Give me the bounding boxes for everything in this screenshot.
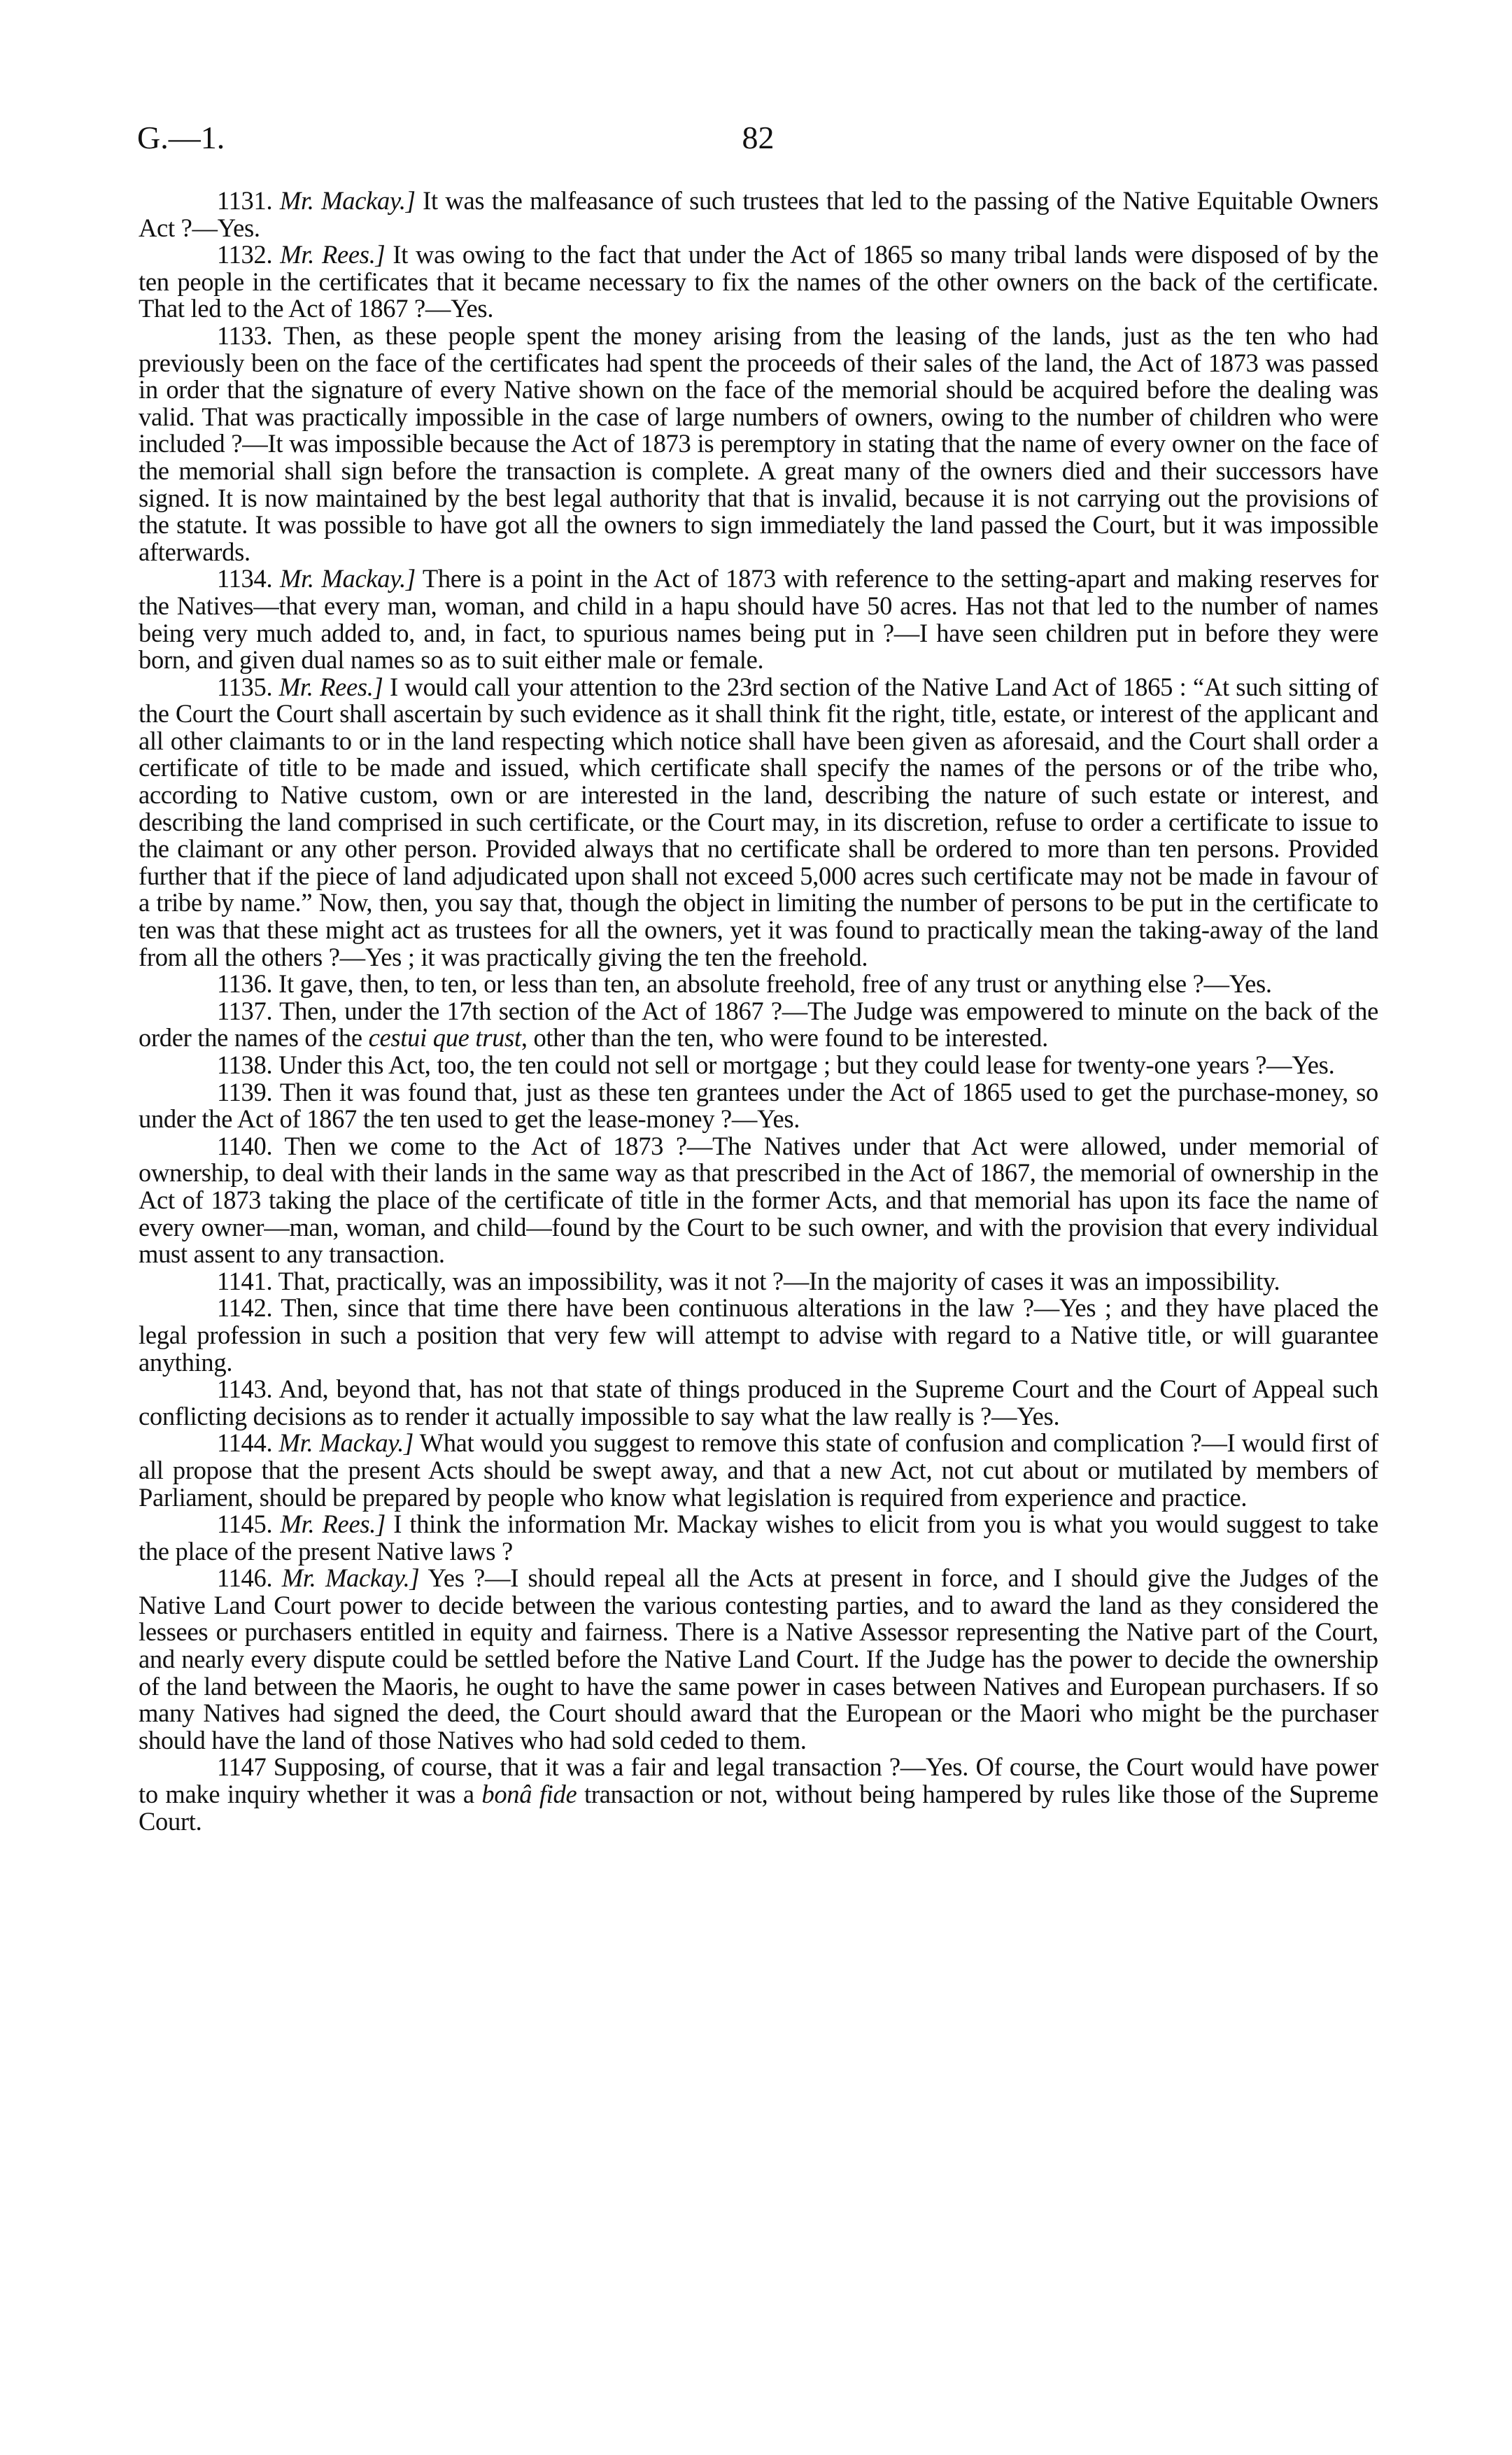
evidence-paragraph bbox=[139, 1133, 1378, 1268]
italic-phrase: bonâ fide bbox=[481, 1780, 577, 1809]
paragraph-text: Then we come to the Act of 1873 ?—The Natives under that Act were allowed, under memorial of ownership, to deal with their lands in the same way as that prescribed in the Act of 1867, the memorial of ownership in the Act of 1873 taking the place of the certificate of title in the former Acts, and that memorial has upon its face the name of every owner—man, woman, and child—found by the Court to be such owner, and with the provision that every individual must assent to any transaction. bbox=[139, 1131, 1378, 1269]
evidence-paragraph bbox=[139, 241, 1378, 323]
paragraph-text: I would call your attention to the 23rd section of the Native Land Act of 1865 : “At such sitting of the Court the Court shall ascertain by such evidence as it shall think fit the right, title, estate, or interest of the applicant and all other claimants to or in the land respecting which notice shall have been given as aforesaid, and the Court shall order a certificate of title to be made and issued, which certificate shall specify the names of the persons or of the tribe who, according to Native custom, own or are interested in the land, describing the nature of such estate or interest, and describing the land comprised in such certificate, or the Court may, in its discretion, refuse to order a certificate to issue to the claimant or any other person. Provided always that no certificate shall be ordered to more than ten persons. Provided further that if the piece of land adjudicated upon shall not exceed 5,000 acres such certificate may not be made in favour of a tribe by name.” Now, then, you say that, though the object in limiting the number of persons to be put in the certificate to ten was that these might act as trustees for all the owners, yet it was found to practically mean the taking-away of the land from all the others ?—Yes ; it was practically giving the ten the freehold. bbox=[139, 672, 1378, 971]
evidence-paragraph bbox=[139, 674, 1378, 971]
paragraph-text: And, beyond that, has not that state of things produced in the Supreme Court and the Court of Appeal such conflicting decisions as to render it actually impossible to say what the law really is ?—Yes. bbox=[139, 1374, 1378, 1430]
evidence-paragraph bbox=[139, 188, 1378, 241]
evidence-paragraph bbox=[139, 1079, 1378, 1133]
question-number: 1144. bbox=[217, 1428, 273, 1458]
paragraph-text: Under this Act, too, the ten could not sell or mortgage ; but they could lease for twenty-one years ?—Yes. bbox=[272, 1050, 1335, 1079]
evidence-paragraph bbox=[139, 1565, 1378, 1754]
question-number: 1138. bbox=[217, 1050, 273, 1079]
evidence-paragraph bbox=[139, 971, 1378, 998]
question-number: 1146. bbox=[217, 1563, 273, 1593]
question-number: 1131. bbox=[217, 186, 273, 215]
question-number: 1140. bbox=[217, 1131, 273, 1160]
speaker-name: Mr. Rees.] bbox=[278, 672, 383, 701]
question-number: 1145. bbox=[217, 1510, 273, 1539]
evidence-paragraph bbox=[139, 1754, 1378, 1835]
paragraph-text: Yes ?—I should repeal all the Acts at present in force, and I should give the Judges of the Native Land Court power to decide between the various contesting parties, and to award the land as they considered the lessees or purchasers entitled in equity and fairness. There is a Native Assessor representing the Native part of the Court, and nearly every dispute could be settled before the Native Land Court. If the Judge has the power to decide the ownership of the land between the Maoris, he ought to have the same power in cases between Natives and European purchasers. If so many Natives had signed the deed, the Court should award that the European or the Maori who might be the purchaser should have the land of those Natives who had sold ceded to them. bbox=[139, 1563, 1378, 1754]
evidence-paragraph bbox=[139, 1052, 1378, 1079]
speaker-name: Mr. Mackay.] bbox=[279, 564, 416, 593]
page-header bbox=[137, 119, 1379, 161]
question-number: 1142. bbox=[217, 1293, 273, 1323]
speaker-name: Mr. Mackay.] bbox=[278, 1428, 414, 1458]
paragraph-text: , other than the ten, who were found to be interested. bbox=[521, 1023, 1048, 1053]
paragraph-text: That, practically, was an impossibility, was it not ?—In the majority of cases it was an impossibility. bbox=[272, 1266, 1280, 1295]
italic-phrase: cestui que trust bbox=[368, 1023, 521, 1053]
paragraph-text: Then, under the 17th section of the Act of 1867 ?—The Judge was empowered to minute on the back of the order the names of the bbox=[139, 996, 1378, 1053]
evidence-paragraph bbox=[139, 323, 1378, 565]
paragraph-text: I think the information Mr. Mackay wishes to elicit from you is what you would suggest to take the place of the present Native laws ? bbox=[139, 1510, 1379, 1566]
document-body bbox=[139, 188, 1378, 1835]
evidence-paragraph bbox=[139, 1376, 1378, 1430]
evidence-paragraph bbox=[139, 1268, 1378, 1295]
paragraph-text: Then, since that time there have been continuous alterations in the law ?—Yes ; and they have placed the legal profession in such a position that very few will attempt to advise with regard to a Native title, or will guarantee anything. bbox=[139, 1293, 1378, 1377]
evidence-paragraph bbox=[139, 565, 1378, 673]
evidence-paragraph bbox=[139, 1430, 1378, 1511]
question-number: 1135. bbox=[217, 672, 273, 701]
question-number: 1133. bbox=[217, 321, 273, 350]
evidence-paragraph bbox=[139, 1295, 1378, 1376]
paragraph-text: What would you suggest to remove this state of confusion and complication ?—I would first of all propose that the present Acts should be swept away, and that a new Act, not cut about or mutilated by members of Parliament, should be prepared by people who know what legislation is required from experience and practice. bbox=[139, 1428, 1378, 1512]
speaker-name: Mr. Rees.] bbox=[280, 1510, 386, 1539]
paragraph-text: Supposing, of course, that it was a fair and legal transaction ?—Yes. Of course, the Court would have power to make inquiry whether it was a bbox=[139, 1752, 1378, 1809]
question-number: 1139. bbox=[217, 1077, 273, 1106]
paragraph-text: It was owing to the fact that under the Act of 1865 so many tribal lands were disposed of by the ten people in the certificates that it became necessary to fix the names of the other owners on the back of the certificate. That led to the Act of 1867 ?—Yes. bbox=[139, 240, 1379, 323]
speaker-name: Mr. Rees.] bbox=[280, 240, 386, 269]
paragraph-text: It gave, then, to ten, or less than ten, an absolute freehold, free of any trust or anything else ?—Yes. bbox=[272, 969, 1272, 999]
paragraph-text: transaction or not, without being hampered by rules like those of the Supreme Court. bbox=[139, 1780, 1378, 1836]
question-number: 1147 bbox=[217, 1752, 267, 1782]
document-code: G.—1. bbox=[137, 120, 225, 155]
question-number: 1137. bbox=[217, 996, 273, 1025]
question-number: 1141. bbox=[217, 1266, 273, 1295]
speaker-name: Mr. Mackay.] bbox=[281, 1563, 420, 1593]
evidence-paragraph bbox=[139, 1511, 1378, 1565]
question-number: 1143. bbox=[217, 1374, 273, 1404]
paragraph-text: It was the malfeasance of such trustees that led to the passing of the Native Equitable Owners Act ?—Yes. bbox=[139, 186, 1378, 242]
paragraph-text: There is a point in the Act of 1873 with reference to the setting-apart and making reserves for the Natives—that every man, woman, and child in a hapu should have 50 acres. Has not that led to the number of names being very much added to, and, in fact, to spurious names being put in ?—I have seen children put in before they were born, and given dual names so as to suit either male or female. bbox=[139, 564, 1379, 675]
question-number: 1136. bbox=[217, 969, 273, 999]
evidence-paragraph bbox=[139, 998, 1378, 1052]
page-number: 82 bbox=[742, 120, 775, 155]
question-number: 1134. bbox=[217, 564, 273, 593]
question-number: 1132. bbox=[217, 240, 273, 269]
paragraph-text: Then it was found that, just as these ten grantees under the Act of 1865 used to get the purchase-money, so under the Act of 1867 the ten used to get the lease-money ?—Yes. bbox=[139, 1077, 1378, 1134]
speaker-name: Mr. Mackay.] bbox=[279, 186, 416, 215]
paragraph-text: Then, as these people spent the money arising from the leasing of the lands, just as the ten who had previously been on the face of the certificates had spent the proceeds of their sales of the land, the Act of 1873 was passed in order that the signature of every Native shown on the face of the memorial should be acquired before the dealing was valid. That was practically impossible in the case of large numbers of owners, owing to the number of children who were included ?—It was impossible because the Act of 1873 is peremptory in stating that the name of every owner on the face of the memorial shall sign before the transaction is complete. A great many of the owners died and their successors have signed. It is now maintained by the best legal authority that that is invalid, because it is not carrying out the provisions of the statute. It was possible to have got all the owners to sign immediately the land passed the Court, but it was impossible afterwards. bbox=[139, 321, 1378, 566]
